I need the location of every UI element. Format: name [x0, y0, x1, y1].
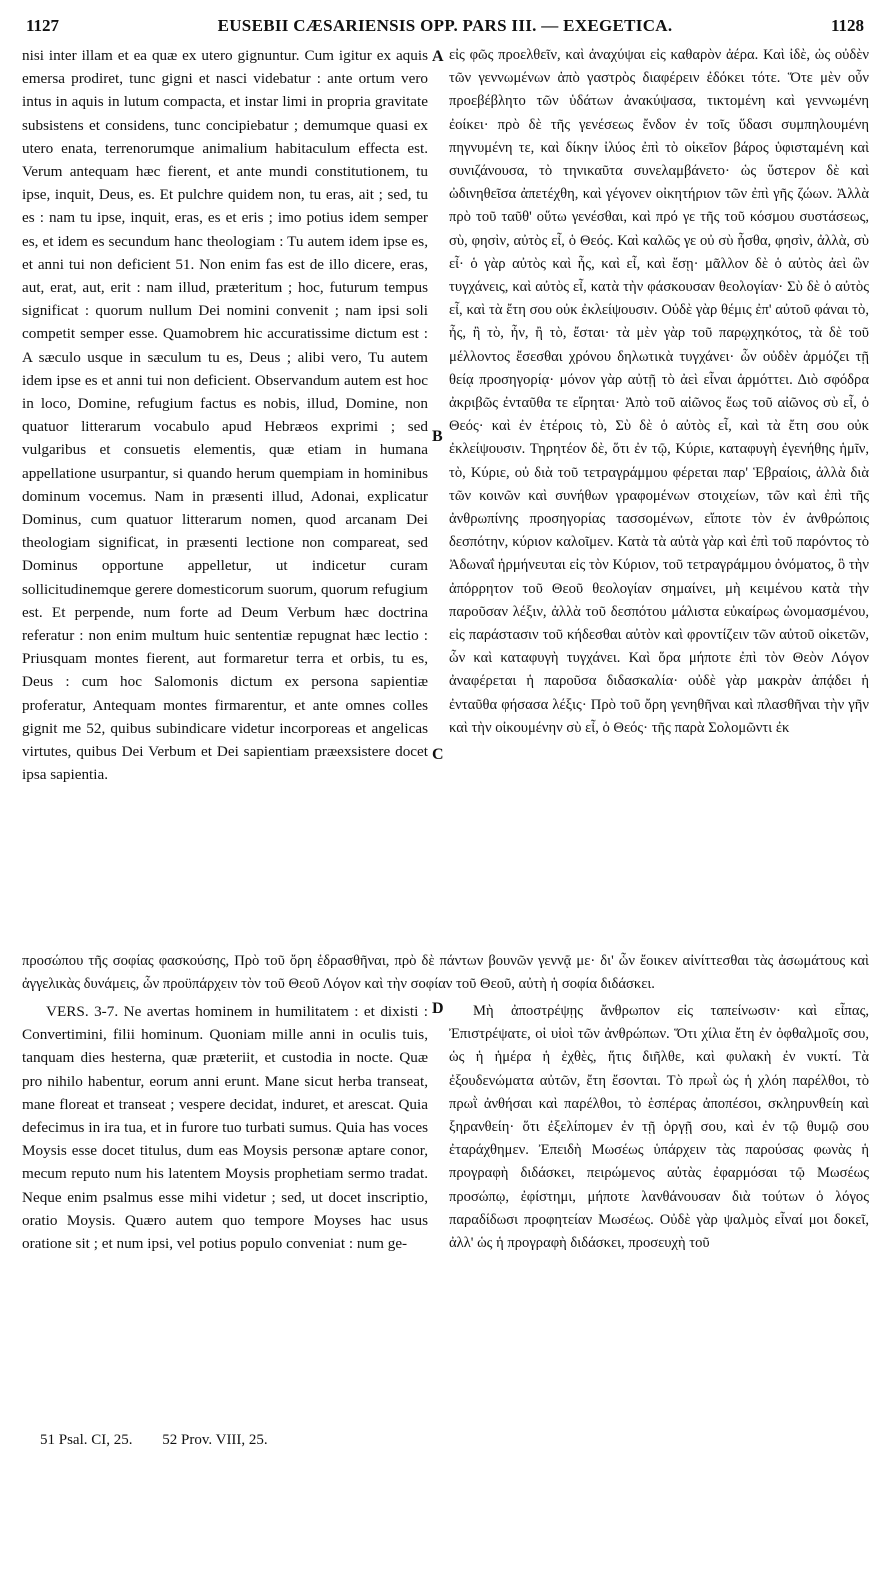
footnote-52: 52 Prov. VIII, 25.	[162, 1432, 268, 1448]
margin-marker-c: C	[432, 746, 444, 763]
page-number-right: 1128	[830, 16, 864, 35]
greek-paragraph-top: εἰς φῶς προελθεῖν, καὶ ἀναχύψαι εἰς καθαρὸν ἀέρα. Καὶ ἰδὲ, ὡς οὐδὲν τῶν γεννωμένων ἀπὸ γαστρὸς διαφέρειν ἐδόκει τότε. Ὅτε μὲν οὖν προεβέβλητο τῶν ὑδάτων ἀνακύψασα, τικτομένη καὶ γεννωμένη ἐοίκει· πρὸ δὲ τῆς γενέσεως ἔνδον ἐν τοῖς ὕδασι συμπηλουμένη πηγνυμένη τε, καὶ δίκην ἰλύος ἐπὶ τὸ οἰκεῖον βάρος ὑφισταμένη καὶ συνιζάνουσα, τὸ τηνικαῦτα συνελαμβάνετο· ὡς ὕστερον δὲ καὶ ὠδινηθεῖσα ἀπετέχθη, καὶ γέγονεν οἰκητήριον τῶν ἐπὶ γῆς ζώων. Ἀλλὰ πρὸ τοῦ ταῦθ' οὕτω γενέσθαι, καὶ πρό γε τῆς τοῦ κόσμου συστάσεως, σὺ, φησὶν, αὐτὸς εἶ, ὁ Θεός. Καὶ καλῶς γε οὐ σὺ ἦσθα, φησὶν, ἀλλὰ, σὺ εἶ· ὁ γὰρ αὐτὸς καὶ ἦς, καὶ εἶ, καὶ ἔσῃ· μᾶλλον δὲ ὁ αὐτὸς ἀεὶ ὢν τυγχάνεις, καὶ αὐτὸς εἶ, κατὰ τὴν φάσκουσαν θεολογίαν· Σὺ δὲ ὁ αὐτὸς εἶ, καὶ τὰ ἔτη σου οὐκ ἐκλείψουσιν. Οὐδὲ γὰρ θέμις ἐπ' αὐτοῦ φάναι τὸ, ἦς, ἢ τὸ, ἦν, ἢ τὸ, ἔσται· τὰ μὲν γὰρ τοῦ παρῳχηκότος, τὰ δὲ τοῦ μέλλοντος ἔσεσθαι χρόνου δηλωτικὰ τυγχάνει· ὧν οὐδὲν ἁρμόζει τῇ θείᾳ προσηγορίᾳ· μόνον γὰρ αὐτῇ τὸ ἀεὶ εἶναι ἁρμόττει. Διὸ σφόδρα ἀκριβῶς ἐνταῦθα τε εἴρηται· Ἀπὸ τοῦ αἰῶνος ἕως τοῦ αἰῶνος σὺ εἶ, ὁ Θεός· καὶ ἐν ἑτέροις τὸ, Σὺ δὲ ὁ αὐτὸς εἶ, καὶ τὰ ἔτη σου οὐκ ἐκλείψουσιν. Τηρητέον δὲ, ὅτι ἐν τῷ, Κύριε, καταφυγὴ ἐγενήθης ἡμῖν, τὸ, Κύριε, οὐ διὰ τοῦ τετραγράμμου φέρεται παρ' Ἑβραίοις, ἀλλὰ διὰ τῶν κοινῶν καὶ συνήθων γραφομένων στοιχείων, τῶν καὶ ἐπὶ τῆς ἀνθρωπίνης προσηγορίας τασσομένων, εἴποτε τὸν ἐν ἀνθρώποις δεσπότην, κύριον καλοῖμεν. Κατὰ τὰ αὐτὰ γὰρ καὶ ἐπὶ τοῦ παρόντος τὸ Ἀδωναΐ ἡρμήνευται εἰς τὸν Κύριον, τοῦ τετραγράμμου ὀνόματος, ὃ τὴν ἀπόρρητον τοῦ Θεοῦ θεολογίαν σημαίνει, μὴ κειμένου κατὰ τὴν παροῦσαν λέξιν, ἀλλὰ τοῦ δεσπότου μάλιστα εὐκαίρως ὠνομασμένου, εἰς παράστασιν τοῦ κήδεσθαι αὐτὸν καὶ φροντίζειν τῶν αὐτοῦ οἰκετῶν, ὧν καὶ καταφυγὴ τυγχάνει. Καὶ ὅρα μήποτε ἐπὶ τὸν Θεὸν Λόγον ἀναφέρεται ἡ παροῦσα διδασκαλία· οὐδὲ γὰρ μακρὰν ἀπᾴδει ἡ ἐνταῦθα φήσασα λέξις· Πρὸ τοῦ ὄρη γενηθῆναι καὶ πλασθῆναι τὴν γῆν καὶ τὴν οἰκουμένην σὺ εἶ, ὁ Θεός· τῆς παρὰ Σολομῶντι ἐκ	[449, 47, 869, 736]
greek-paragraph-bottom: Μὴ ἀποστρέψῃς ἄνθρωπον εἰς ταπείνωσιν· καὶ εἶπας, Ἐπιστρέψατε, οἱ υἱοὶ τῶν ἀνθρώπων. Ὅτι χίλια ἔτη ἐν ὀφθαλμοῖς σου, ὡς ἡ ἡμέρα ἡ ἐχθὲς, ἥτις διῆλθε, καὶ φυλακὴ ἐν νυκτί. Τὰ ἐξουδενώματα αὐτῶν, ἔτη ἔσονται. Τὸ πρωῒ ὡς ἡ χλόη παρέλθοι, τὸ πρωῒ ἀνθήσαι καὶ παρέλθοι, τὸ ἑσπέρας ἀποπέσοι, σκληρυνθείη καὶ ξηρανθείη· ὅτι ἐξελίπομεν ἐν τῇ ὀργῇ σου, καὶ ἐν τῷ θυμῷ σου ἐταράχθημεν. Ἐπειδὴ Μωσέως ὑπάρχειν τὰς παρούσας φωνὰς ἡ προγραφὴ διδάσκει, πειρώμενος αὐτὰς ἐφαρμόσαι τῷ Μωσέως προσώπῳ, ἐφίστημι, μήποτε λανθάνουσαν διὰ τούτων ὁ λόγος παραδίδωσι προφητείαν Μωσέως. Οὐδὲ γὰρ ψαλμὸς εἶναί μοι δοκεῖ, ἀλλ' ὡς ἡ προγραφὴ διδάσκει, προσευχὴ τοῦ	[449, 1003, 869, 1252]
greek-column-top	[449, 44, 869, 944]
latin-column-bottom	[22, 1000, 428, 1420]
latin-paragraph-top: nisi inter illam et ea quæ ex utero gignuntur. Cum igitur ex aquis emersa prodiret, tunc gigni et nasci videbatur : ante ortum vero intus in aquis in lutum compacta, et instar limi in propria gravitate subsistens et considens, tunc concipiebatur ; demumque quasi ex utero enata, terrenorumque animalium habitaculum effecta est. Verum antequam hæc fierent, et ante mundi constitutionem, tu ipse, inquit, Deus, es. Et pulchre quidem non, tu eras, ait ; sed, tu es : nam tu ipse, inquit, eras, es et eris ; imo potius idem semper es, et idem es secundum hanc theologiam : Tu autem idem ipse es, et anni tui non deficient 51. Non enim fas est de illo dicere, eras, aut, erat, aut, erit : nam illud, præteritum ; hoc, futurum tempus significat : quorum nullum Dei nomini convenit ; nam ipsi soli competit semper esse. Quamobrem hic accuratissime dictum est : A sæculo usque in sæculum tu es, Deus ; alibi vero, Tu autem idem ipse es et anni tui non deficient. Observandum autem est hoc in loco, Domine, refugium factus es nobis, illud, Domine, non quatuor litterarum vocabulo apud Hebræos exprimi ; sed vulgaribus et consuetis elementis, quæ etiam in humana appellatione usurpantur, si quando herum quempiam in hominibus dominum vocemus. Nam in præsenti illud, Adonai, explicatur Dominus, cum quatuor litterarum nomen, quod arcanam Dei theologiam significat, in præsenti lectione non compareat, sed Dominus opportune appelletur, ut indicetur curam sollicitudinemque gerere domesticorum suorum, quorum refugium est. Et perpende, num forte ad Deum Verbum hæc doctrina referatur : non enim multum huic sententiæ repugnat hæc lectio : Priusquam montes fierent, aut formaretur terra et orbis, tu es, Deus : cum hoc Salomonis dictum ex persona sapientiæ proferatur, Antequam montes firmarentur, et ante omnes colles gignit me 52, quibus subindicare videtur incorporeas et angelicas virtutes, quibus Dei Verbum et Dei sapientiam præexsistere docet ipsa sapientia.	[22, 47, 428, 784]
latin-column-top	[22, 44, 428, 944]
running-title: EUSEBII CÆSARIENSIS OPP. PARS III. — EXEGETICA.	[217, 16, 673, 35]
page-number-left: 1127	[26, 16, 60, 35]
greek-column-bottom	[449, 1000, 869, 1420]
margin-marker-b: B	[432, 428, 443, 445]
greek-paragraph-full: προσώπου τῆς σοφίας φασκούσης, Πρὸ τοῦ ὄρη ἑδρασθῆναι, πρὸ δὲ πάντων βουνῶν γεννᾷ με· δι' ὧν ἔοικεν αἰνίττεσθαι τὰς ἀσωμάτους καὶ ἀγγελικὰς δυνάμεις, ὧν προϋπάρχειν τὸν τοῦ Θεοῦ Λόγον καὶ τὴν σοφίαν τοῦ Θεοῦ, αὐτὴ ἡ σοφία διδάσκει.	[22, 953, 869, 993]
running-header	[26, 16, 864, 38]
latin-paragraph-bottom: VERS. 3-7. Ne avertas hominem in humilitatem : et dixisti : Convertimini, filii hominum. Quoniam mille anni in oculis tuis, tanquam dies hesterna, quæ præteriit, et custodia in nocte. Quæ pro nihilo habentur, eorum anni erunt. Mane sicut herba transeat, mane floreat et transeat ; vespere decidat, induret, et arescat. Quia defecimus in ira tua, et in furore tuo turbati sumus. Quia has voces Moysis esse docet titulus, dum eas Moysis personæ aptare conor, mecum reputo num his latentem Moysis prophetiam sermo tradat. Neque enim psalmus esse mihi videtur ; sed, ut docet inscriptio, oratio Moysis. Quæro autem quo tempore Moyses hac usus oratione sit ; et num ipsi, vel potius populo conveniat : num ge-	[22, 1003, 428, 1253]
footnote-51: 51 Psal. CI, 25.	[40, 1432, 133, 1448]
margin-marker-d: D	[432, 1000, 444, 1017]
footnotes	[40, 1432, 294, 1449]
margin-marker-a: A	[432, 48, 444, 65]
